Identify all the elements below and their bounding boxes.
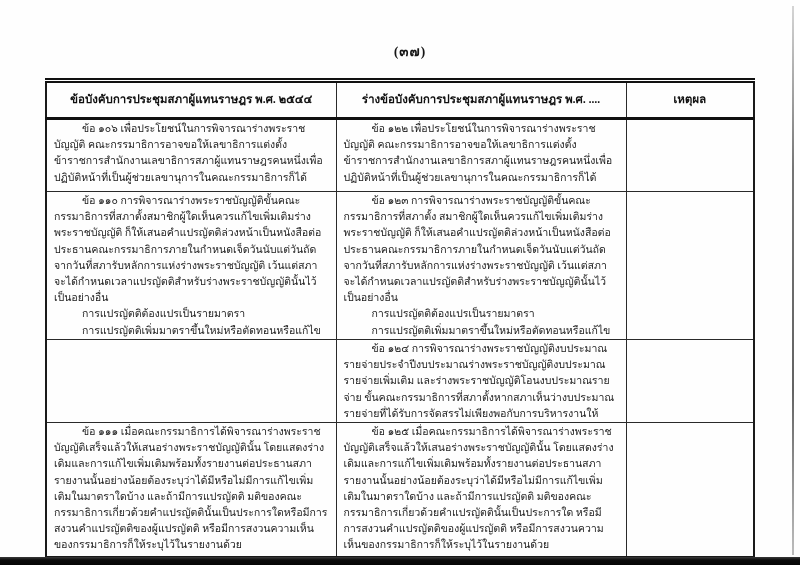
cell-draft — [336, 340, 626, 423]
cell-text-block — [337, 120, 626, 189]
cell-left — [46, 423, 336, 558]
cell-text-block — [627, 423, 754, 427]
cell-text-block — [47, 192, 336, 339]
cell-reason — [626, 423, 754, 558]
cell-left — [46, 119, 336, 192]
table-row — [46, 340, 754, 423]
paragraph: ข้อ ๑๐๖ เพื่อประโยชน์ในการพิจารณาร่างพระราชบัญญัติ คณะกรรมาธิการอาจขอให้เลขาธิการแต่งตั้งข้าราชการสำนักงานเลขาธิการสภาผู้แทนราษฎรคนหนึ่งเพื่อปฏิบัติหน้าที่เป็นผู้ช่วยเลขานุการในคณะกรรมาธิการก็ได้ — [54, 124, 323, 184]
cell-reason — [626, 192, 754, 340]
cell-text-block — [47, 340, 336, 344]
cell-text-block — [337, 423, 626, 556]
scan-artifact-bottom-band — [0, 557, 800, 565]
paragraph: ข้อ ๑๑๑ เมื่อคณะกรรมาธิการได้พิจารณาร่างพระราชบัญญัติเสร็จแล้วให้เสนอร่างพระราชบัญญัตินั้น โดยแสดงร่างเดิมและการแก้ไขเพิ่มเติมพร้อมทั้งรายงานต่อประธานสภา รายงานนั้นอย่างน้อยต้องระบุว่าได้มีหรือไม่มีการแก้ไขเพิ่มเติมในมาตราใดบ้าง และถ้ามีการแปรญัตติ มติของคณะกรรมาธิการเกี่ยวด้วยคำแปรญัตตินั้นเป็นประการใดหรือมีการสงวนคำแปรญัตติของผู้แปรญัตติ หรือมีการสงวนความเห็นของกรรมาธิการก็ให้ระบุไว้ในรายงานด้วย — [54, 427, 328, 552]
cell-text-block — [627, 192, 754, 196]
paragraph: ข้อ ๑๑๐ การพิจารณาร่างพระราชบัญญัติขั้นคณะกรรมาธิการที่สภาตั้งสมาชิกผู้ใดเห็นควรแก้ไขเพิ่มเติมร่างพระราชบัญญัติ ก็ให้เสนอคำแปรญัตติล่วงหน้าเป็นหนังสือต่อประธานคณะกรรมาธิการภายในกำหนดเจ็ดวันนับแต่วันถัดจากวันที่สภารับหลักการแห่งร่างพระราชบัญญัติ เว้นแต่สภาจะได้กำหนดเวลาแปรญัตติสำหรับร่างพระราชบัญญัตินั้นไว้เป็นอย่างอื่น — [54, 196, 322, 305]
column-header-draft-rules: ร่างข้อบังคับการประชุมสภาผู้แทนราษฎร พ.ศ. .... — [336, 81, 626, 119]
paragraph: ข้อ ๑๒๓ การพิจารณาร่างพระราชบัญญัติขั้นคณะกรรมาธิการที่สภาตั้ง สมาชิกผู้ใดเห็นควรแก้ไขเพิ่มเติมร่างพระราชบัญญัติ ก็ให้เสนอคำแปรญัตติล่วงหน้าเป็นหนังสือต่อประธานคณะกรรมาธิการภายในกำหนดเจ็ดวันนับแต่วันถัดจากวันที่สภารับหลักการแห่งร่างพระราชบัญญัติ เว้นแต่สภาจะได้กำหนดเวลาแปรญัตติสำหรับร่างพระราชบัญญัตินั้นไว้เป็นอย่างอื่น — [343, 196, 611, 305]
paragraph: การแปรญัตติเพิ่มมาตราขึ้นใหม่หรือตัดทอนหรือแก้ไข — [371, 325, 611, 337]
paragraph: ข้อ ๑๒๔ การพิจารณาร่างพระราชบัญญัติงบประมาณรายจ่ายประจำปีงบประมาณร่างพระราชบัญญัติงบประมาณรายจ่ายเพิ่มเติม และร่างพระราชบัญญัติโอนงบประมาณรายจ่าย ขั้นคณะกรรมาธิการที่สภาตั้งหากสภาเห็นว่างบประมาณรายจ่ายที่ได้รับการจัดสรรไม่เพียงพอกับการบริหารงานให้ — [343, 344, 615, 420]
cell-draft — [336, 119, 626, 192]
cell-left — [46, 340, 336, 423]
cell-text-block — [337, 192, 626, 339]
table-header-row — [46, 81, 754, 119]
cell-text-block — [627, 340, 754, 344]
cell-text-block — [47, 423, 336, 556]
cell-text-block — [337, 340, 626, 422]
page-number: (๓๗) — [393, 44, 427, 59]
cell-left — [46, 192, 336, 340]
rules-table-body — [46, 119, 754, 558]
table-row — [46, 192, 754, 340]
comparison-table — [45, 78, 755, 558]
paragraph: การแปรญัตติต้องแปรเป็นรายมาตรา — [371, 309, 535, 321]
cell-draft — [336, 423, 626, 558]
cell-text-block — [47, 120, 336, 189]
cell-reason — [626, 119, 754, 192]
scan-artifact-right-edge — [792, 6, 794, 555]
paragraph: การแปรญัตติเพิ่มมาตราขึ้นใหม่หรือตัดทอนหรือแก้ไข — [82, 325, 321, 337]
cell-draft — [336, 192, 626, 340]
table-row — [46, 423, 754, 558]
paragraph: ข้อ ๑๒๒ เพื่อประโยชน์ในการพิจารณาร่างพระราชบัญญัติ คณะกรรมาธิการอาจขอให้เลขาธิการแต่งตั้งข้าราชการสำนักงานเลขาธิการสภาผู้แทนราษฎรคนหนึ่งเพื่อปฏิบัติหน้าที่เป็นผู้ช่วยเลขานุการในคณะกรรมาธิการก็ได้ — [343, 124, 613, 184]
column-header-reason: เหตุผล — [626, 81, 754, 119]
cell-text-block — [627, 120, 754, 124]
cell-reason — [626, 340, 754, 423]
paragraph: ข้อ ๑๒๕ เมื่อคณะกรรมาธิการได้พิจารณาร่างพระราชบัญญัติเสร็จแล้วให้เสนอร่างพระราชบัญญัตินั้น โดยแสดงร่างเดิมและการแก้ไขเพิ่มเติมพร้อมทั้งรายงานต่อประธานสภา รายงานนั้นอย่างน้อยต้องระบุว่าได้มีหรือไม่มีการแก้ไขเพิ่มเติมในมาตราใดบ้าง และถ้ามีการแปรญัตติ มติของคณะกรรมาธิการเกี่ยวด้วยคำแปรญัตตินั้นเป็นประการใด หรือมีการสงวนคำแปรญัตติของผู้แปรญัตติ หรือมีการสงวนความเห็นของกรรมาธิการก็ให้ระบุไว้ในรายงานด้วย — [343, 427, 614, 552]
paragraph: การแปรญัตติต้องแปรเป็นรายมาตรา — [82, 309, 246, 321]
table-row — [46, 119, 754, 192]
column-header-current-rules: ข้อบังคับการประชุมสภาผู้แทนราษฎร พ.ศ. ๒๕๔๔ — [46, 81, 336, 119]
